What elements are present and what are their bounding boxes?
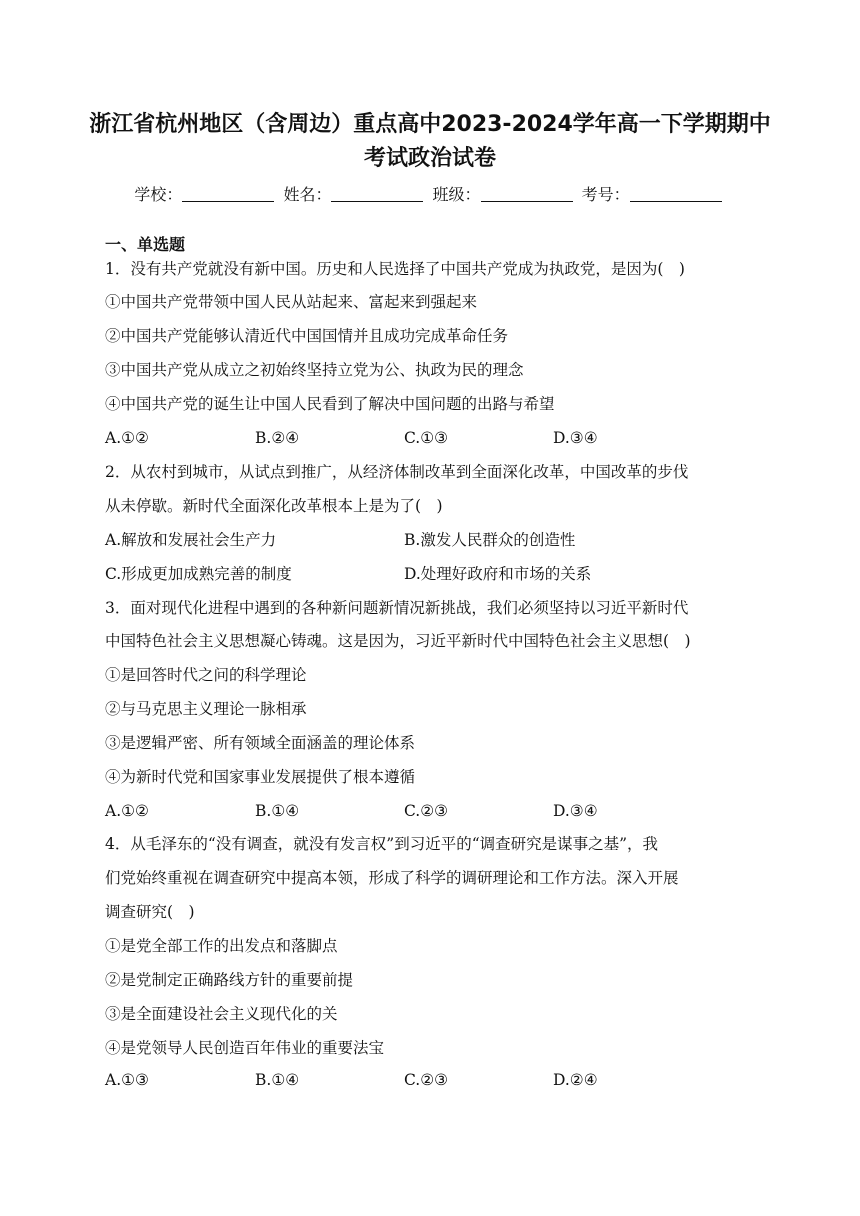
exam-title-line1: 浙江省杭州地区（含周边）重点高中2023-2024学年高一下学期期中: [89, 112, 771, 137]
question-3-option-b: B.①④: [255, 802, 300, 820]
question-2-option-a: A.解放和发展社会生产力: [105, 531, 277, 549]
exam-title-line2: 考试政治试卷: [363, 146, 496, 171]
question-1-option-b: B.②④: [255, 429, 300, 447]
question-4-option-d: D.②④: [553, 1071, 598, 1089]
question-2-option-d: D.处理好政府和市场的关系: [404, 565, 592, 583]
question-1-item: ③中国共产党从成立之初始终坚持立党为公、执政为民的理念: [105, 361, 524, 379]
name-label: 姓名：: [283, 185, 332, 204]
question-4-option-c: C.②③: [404, 1071, 449, 1089]
exam-no-blank: [630, 183, 722, 202]
question-3-item: ②与马克思主义理论一脉相承: [105, 700, 307, 718]
class-label: 班级：: [432, 185, 481, 204]
question-2-stem: 从未停歇。新时代全面深化改革根本上是为了( ): [105, 497, 443, 515]
student-info-row: [0, 182, 860, 208]
question-4-item: ①是党全部工作的出发点和落脚点: [105, 937, 338, 955]
question-2-option-c: C.形成更加成熟完善的制度: [105, 565, 292, 583]
question-4-option-a: A.①③: [105, 1071, 149, 1089]
question-2-stem: 2．从农村到城市，从试点到推广，从经济体制改革到全面深化改革，中国改革的步伐: [105, 463, 689, 481]
question-3-stem: 中国特色社会主义思想凝心铸魂。这是因为，习近平新时代中国特色社会主义思想( ): [105, 632, 691, 650]
exam-no-label: 考号：: [581, 185, 630, 204]
question-1-item: ②中国共产党能够认清近代中国国情并且成功完成革命任务: [105, 327, 509, 345]
class-blank: [481, 183, 573, 202]
question-1-option-d: D.③④: [553, 429, 598, 447]
question-4-stem: 们党始终重视在调查研究中提高本领，形成了科学的调研理论和工作方法。深入开展: [105, 869, 679, 887]
question-2-option-b: B.激发人民群众的创造性: [404, 531, 576, 549]
question-3-item: ①是回答时代之问的科学理论: [105, 666, 307, 684]
school-blank: [182, 183, 274, 202]
question-4-stem: 调查研究( ): [105, 903, 195, 921]
question-3-option-c: C.②③: [404, 802, 449, 820]
question-4-item: ②是党制定正确路线方针的重要前提: [105, 971, 354, 989]
question-3-option-d: D.③④: [553, 802, 598, 820]
question-1-item: ④中国共产党的诞生让中国人民看到了解决中国问题的出路与希望: [105, 395, 555, 413]
question-4-item: ③是全面建设社会主义现代化的关: [105, 1005, 338, 1023]
question-3-item: ④为新时代党和国家事业发展提供了根本遵循: [105, 768, 416, 786]
question-1-option-c: C.①③: [404, 429, 449, 447]
question-4-item: ④是党领导人民创造百年伟业的重要法宝: [105, 1039, 385, 1057]
question-1-stem: 1．没有共产党就没有新中国。历史和人民选择了中国共产党成为执政党，是因为( ): [105, 260, 685, 278]
name-blank: [331, 183, 423, 202]
question-4-option-b: B.①④: [255, 1071, 300, 1089]
section-heading: 一、单选题: [105, 235, 186, 254]
question-3-option-a: A.①②: [105, 802, 149, 820]
question-3-item: ③是逻辑严密、所有领域全面涵盖的理论体系: [105, 734, 416, 752]
school-label: 学校：: [134, 185, 183, 204]
question-4-stem: 4．从毛泽东的“没有调查，就没有发言权”到习近平的“调查研究是谋事之基”，我: [105, 835, 659, 853]
question-1-option-a: A.①②: [105, 429, 149, 447]
question-1-item: ①中国共产党带领中国人民从站起来、富起来到强起来: [105, 293, 478, 311]
question-3-stem: 3．面对现代化进程中遇到的各种新问题新情况新挑战，我们必须坚持以习近平新时代: [105, 599, 689, 617]
